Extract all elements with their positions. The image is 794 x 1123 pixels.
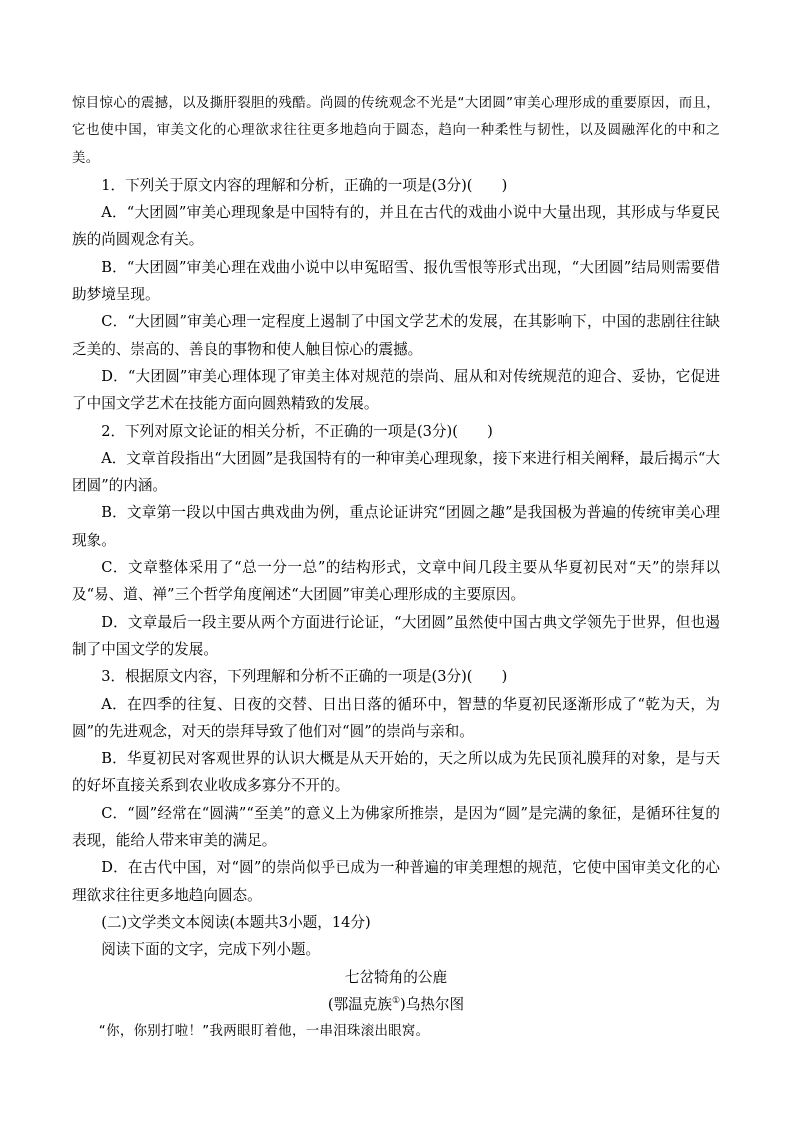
intro-paragraph: 惊目惊心的震撼，以及撕肝裂胆的残酷。尚圆的传统观念不光是“大团圆”审美心理形成的重要原因，而且，它也使中国，审美文化的心理欲求往往更多地趋向于圆态，趋向一种柔性与韧性，以及圆融浑化的中和之美。 — [72, 96, 720, 166]
option-b: B．“大团圆”审美心理在戏曲小说中以申冤昭雪、报仇雪恨等形式出现，“大团圆”结局则需要借助梦境呈现。 — [72, 258, 720, 304]
story-author — [72, 991, 720, 1018]
question-stem: 1．下列关于原文内容的理解和分析，正确的一项是(3分)( ) — [101, 176, 508, 194]
footnote-marker: ① — [391, 995, 401, 1006]
option-c: C．“圆”经常在“圆满”“至美”的意义上为佛家所推崇，是因为“圆”是完满的象征，是循环往复的表现，能给人带来审美的满足。 — [72, 804, 720, 850]
option-a: A．“大团圆”审美心理现象是中国特有的，并且在古代的戏曲小说中大量出现，其形成与华夏民族的尚圆观念有关。 — [72, 204, 720, 249]
option-d: D．在古代中国，对“圆”的崇尚似乎已成为一种普遍的审美理想的规范，它使中国审美文化的心理欲求往往更多地趋向圆态。 — [72, 859, 720, 904]
option-a: A．文章首段指出“大团圆”是我国特有的一种审美心理现象，接下来进行相关阐释，最后揭示“大团圆”的内涵。 — [72, 449, 720, 495]
document-page — [72, 90, 720, 1045]
option-c: C．“大团圆”审美心理一定程度上遏制了中国文学艺术的发展，在其影响下，中国的悲剧往往缺乏美的、崇高的、善良的事物和使人触目惊心的震撼。 — [72, 313, 720, 358]
question-1 — [72, 172, 720, 418]
section-heading: (二)文学类文本阅读(本题共3小题，14分) — [101, 913, 371, 931]
option-a: A．在四季的往复、日夜的交替、日出日落的循环中，智慧的华夏初民逐渐形成了“乾为天，为圆”的先进观念，对天的崇拜导致了他们对“圆”的崇尚与亲和。 — [72, 695, 720, 740]
question-3 — [72, 663, 720, 909]
option-b: B．华夏初民对客观世界的认识大概是从天开始的，天之所以成为先民顶礼膜拜的对象，是与天的好坏直接关系到农业收成多寡分不开的。 — [72, 750, 720, 795]
question-stem: 3．根据原文内容，下列理解和分析不正确的一项是(3分)( ) — [101, 668, 508, 686]
story-first-line: “你，你别打啦！”我两眼盯着他，一串泪珠滚出眼窝。 — [98, 1024, 430, 1040]
option-c: C．文章整体采用了“总一分一总”的结构形式，文章中间几段主要从华夏初民对“天”的崇拜以及“易、道、禅”三个哲学角度阐述“大团圆”审美心理形成的主要原因。 — [72, 559, 720, 604]
section-instruction: 阅读下面的文字，完成下列小题。 — [101, 941, 321, 959]
option-d: D．“大团圆”审美心理体现了审美主体对规范的崇尚、屈从和对传统规范的迎合、妥协，它促进了中国文学艺术在技能方面向圆熟精致的发展。 — [72, 367, 720, 413]
option-b: B．文章第一段以中国古典戏曲为例，重点论证讲究“团圆之趣”是我国极为普遍的传统审美心理现象。 — [72, 504, 720, 549]
author-prefix: (鄂温克族 — [327, 995, 392, 1013]
option-d: D．文章最后一段主要从两个方面进行论证，“大团圆”虽然使中国古典文学领先于世界，但也遏制了中国文学的发展。 — [72, 613, 720, 658]
author-name: )乌热尔图 — [400, 995, 465, 1013]
question-stem: 2．下列对原文论证的相关分析，不正确的一项是(3分)( ) — [101, 422, 493, 440]
story-title: 七岔犄角的公鹿 — [344, 968, 448, 986]
question-2 — [72, 418, 720, 664]
